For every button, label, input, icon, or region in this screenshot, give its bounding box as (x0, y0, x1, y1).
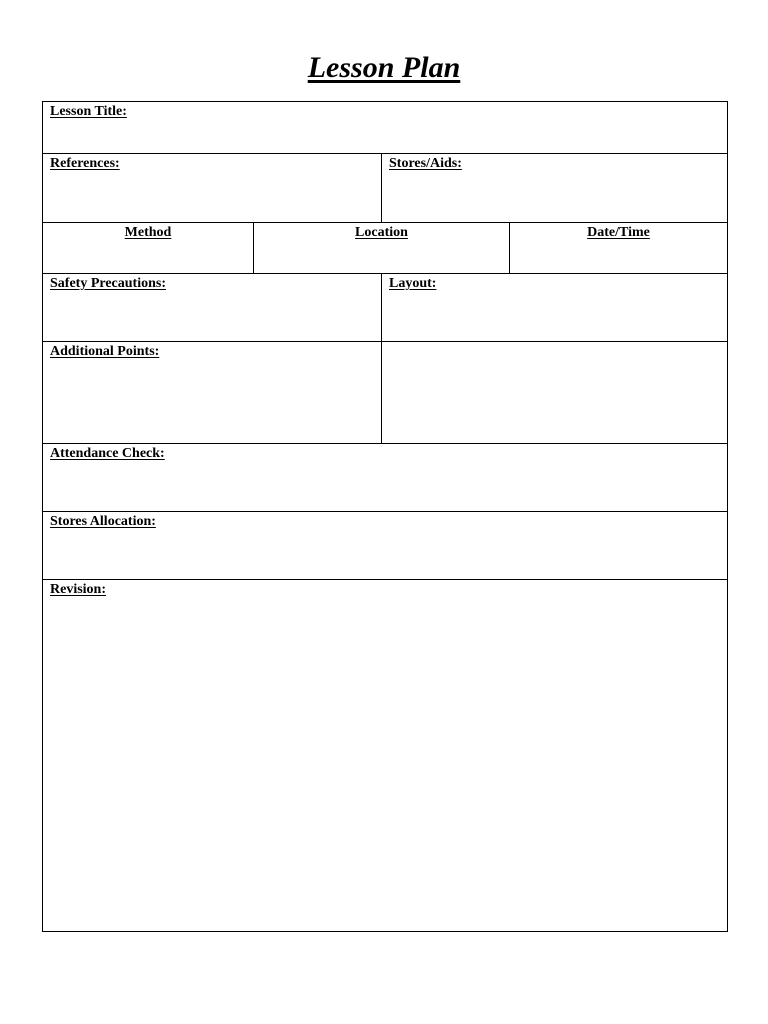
safety-row (43, 273, 727, 342)
lesson-title-row (43, 102, 727, 154)
page-title: Lesson Plan (307, 51, 461, 84)
references-field[interactable] (43, 154, 381, 222)
safety-precautions-field[interactable] (43, 274, 381, 342)
attendance-check-field[interactable] (43, 444, 727, 511)
location-label: Location (355, 225, 408, 240)
stores-aids-field[interactable] (381, 154, 727, 222)
revision-label: Revision: (50, 582, 106, 597)
stores-allocation-row (43, 511, 727, 579)
additional-points-field[interactable] (43, 342, 381, 443)
method-label: Method (124, 225, 172, 240)
date-time-field[interactable] (509, 223, 727, 274)
layout-label: Layout: (389, 276, 437, 291)
revision-field[interactable] (43, 580, 727, 931)
attendance-check-label: Attendance Check: (50, 446, 165, 461)
method-field[interactable] (43, 223, 253, 274)
stores-allocation-label: Stores Allocation: (50, 514, 156, 529)
references-label: References: (50, 156, 120, 171)
location-field[interactable] (253, 223, 509, 274)
references-row (43, 153, 727, 222)
revision-row (43, 579, 727, 931)
additional-points-extra-field[interactable] (381, 342, 727, 443)
layout-field[interactable] (381, 274, 727, 342)
lesson-title-field[interactable] (43, 102, 727, 154)
stores-aids-label: Stores/Aids: (389, 156, 462, 171)
additional-points-row (43, 341, 727, 443)
attendance-check-row (43, 443, 727, 511)
date-time-label: Date/Time (587, 225, 650, 240)
safety-precautions-label: Safety Precautions: (50, 276, 166, 291)
additional-points-label: Additional Points: (50, 344, 160, 359)
lesson-plan-form (42, 101, 728, 932)
lesson-title-label: Lesson Title: (50, 104, 127, 119)
stores-allocation-field[interactable] (43, 512, 727, 579)
method-row (43, 222, 727, 274)
